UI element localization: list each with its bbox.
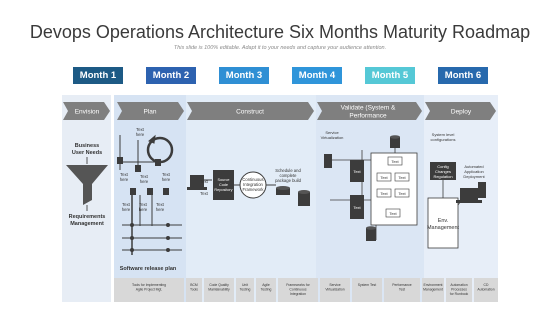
tool-label: Maintainability bbox=[208, 287, 230, 292]
node-dot bbox=[130, 223, 134, 227]
tool-label: CD bbox=[483, 283, 489, 287]
auto-deploy-label-3: Deployment bbox=[463, 174, 485, 179]
stage-label-deploy: Deploy bbox=[450, 108, 472, 116]
tool-label: Continuous bbox=[289, 287, 307, 292]
database-icon bbox=[366, 228, 376, 241]
database-icon bbox=[298, 192, 310, 206]
tool-label: Tools for Implementing bbox=[131, 283, 167, 287]
tool-label: Testing bbox=[239, 287, 251, 292]
config-label-3: Regulation bbox=[433, 174, 453, 179]
service-virt-label-2: Virtualization bbox=[320, 135, 344, 140]
tool-box bbox=[352, 278, 382, 302]
month-5-badge: Month 5 bbox=[365, 67, 415, 84]
system-level-label-2: configurations bbox=[430, 137, 456, 142]
plan-text-1b: here bbox=[135, 132, 145, 137]
schedule-label-2: complete bbox=[279, 173, 297, 178]
month-2-badge: Month 2 bbox=[146, 67, 196, 84]
tool-label: Management bbox=[423, 287, 443, 292]
month-1-badge: Month 1 bbox=[73, 67, 123, 84]
tools-row bbox=[114, 278, 498, 302]
tool-label: Frameworks for bbox=[286, 283, 310, 287]
server-icon bbox=[478, 182, 486, 198]
tool-label: Integration bbox=[289, 292, 307, 296]
tool-label: Environment bbox=[423, 283, 443, 287]
source-code-label-3: Repository bbox=[214, 188, 233, 192]
construct-text-1: Text bbox=[200, 179, 208, 184]
tool-label: Unit bbox=[241, 283, 249, 287]
validate-block-text-1: Text bbox=[353, 169, 361, 174]
plan-text-2b: here bbox=[119, 177, 129, 182]
requirements-label-1: Requirements bbox=[68, 214, 106, 220]
tool-label: Performance bbox=[392, 283, 412, 287]
env-label-2: Management bbox=[426, 225, 460, 231]
tool-label: Service bbox=[329, 283, 341, 287]
plan-text-7: Text bbox=[156, 202, 164, 207]
document-icon bbox=[117, 157, 123, 164]
business-label-2: User Needs bbox=[71, 150, 103, 156]
tool-label: Tools bbox=[190, 287, 198, 292]
system-level-label-1: System level bbox=[431, 132, 455, 137]
tool-label: for Runbook bbox=[449, 292, 469, 296]
config-label-1: Config bbox=[437, 164, 449, 169]
month-4-badge: Month 4 bbox=[292, 67, 342, 84]
document-icon bbox=[147, 188, 153, 195]
node-dot bbox=[166, 236, 170, 240]
stage-label-validate-2: Performance bbox=[349, 112, 387, 120]
monitor-icon bbox=[460, 188, 478, 200]
source-code-label-1: Source bbox=[217, 178, 230, 182]
tool-label: Virtualization bbox=[325, 287, 345, 292]
stage-label-envision: Envision bbox=[74, 108, 100, 116]
month-6-badge: Month 6 bbox=[438, 67, 488, 84]
stage-label-validate-1: Validate (System & bbox=[340, 104, 396, 112]
ci-label-3: Framework bbox=[242, 187, 264, 192]
server-icon bbox=[324, 154, 332, 168]
business-label-1: Business bbox=[74, 143, 100, 149]
auto-deploy-label-1: Automated bbox=[464, 164, 484, 169]
validate-cell-text-3: Text bbox=[380, 191, 388, 196]
document-icon bbox=[130, 188, 136, 195]
plan-text-5: Text bbox=[122, 202, 130, 207]
document-icon bbox=[155, 159, 161, 166]
node-dot bbox=[130, 248, 134, 252]
document-icon bbox=[163, 188, 169, 195]
plan-text-1: Text bbox=[136, 127, 144, 132]
config-label-2: Changes bbox=[434, 169, 452, 174]
tool-label: Agile bbox=[262, 283, 270, 287]
tool-label: System Test bbox=[357, 283, 377, 287]
validate-cell-text-5: Text bbox=[389, 211, 397, 216]
plan-text-4b: here bbox=[161, 177, 171, 182]
tool-label: Testing bbox=[260, 287, 272, 292]
software-release-plan-label: Software release plan bbox=[119, 266, 177, 272]
page-title: Devops Operations Architecture Six Months Maturity Roadmap bbox=[29, 22, 531, 42]
auto-deploy-label-2: Application bbox=[464, 169, 484, 174]
plan-text-4: Text bbox=[162, 172, 170, 177]
document-icon bbox=[135, 165, 141, 172]
validate-cell-text-6: Text bbox=[391, 159, 399, 164]
tool-label: Automation bbox=[477, 287, 495, 292]
page-subtitle: This slide is 100% editable. Adapt it to your needs and capture your audience attention. bbox=[173, 45, 387, 51]
ci-label-1: Continuous bbox=[242, 177, 264, 182]
source-code-label-2: Code bbox=[218, 183, 229, 187]
node-dot bbox=[130, 236, 134, 240]
validate-cell-text-2: Text bbox=[398, 175, 406, 180]
env-label-1: Env. bbox=[437, 218, 449, 224]
stage-arrows bbox=[63, 102, 496, 120]
requirements-label-2: Management bbox=[70, 221, 104, 227]
tool-label: BCM bbox=[190, 283, 198, 287]
stage-label-construct: Construct bbox=[236, 108, 264, 116]
plan-text-5b: here bbox=[121, 207, 131, 212]
plan-text-2: Text bbox=[120, 172, 128, 177]
schedule-label-3: package build bbox=[275, 178, 301, 183]
node-dot bbox=[166, 223, 170, 227]
tool-label: Test bbox=[398, 287, 406, 292]
tool-label: Automation bbox=[450, 283, 468, 287]
validate-block-text-2: Text bbox=[353, 205, 361, 210]
plan-text-3b: here bbox=[139, 179, 149, 184]
plan-text-6b: here bbox=[138, 207, 148, 212]
ci-label-2: Integration bbox=[243, 182, 263, 187]
node-dot bbox=[166, 248, 170, 252]
tool-label: Agile Project Mgt. bbox=[135, 287, 163, 292]
plan-text-6: Text bbox=[139, 202, 147, 207]
construct-text-2: Text bbox=[200, 191, 208, 196]
service-virt-label-1: Service bbox=[325, 130, 339, 135]
tool-label: Processes bbox=[451, 287, 467, 292]
schedule-label-1: Schedule and bbox=[275, 168, 301, 173]
tool-label: Code Quality bbox=[209, 283, 229, 287]
validate-cell-text-1: Text bbox=[380, 175, 388, 180]
plan-text-7b: here bbox=[155, 207, 165, 212]
month-3-badge: Month 3 bbox=[219, 67, 269, 84]
stage-label-plan: Plan bbox=[143, 108, 157, 116]
plan-text-3: Text bbox=[140, 174, 148, 179]
validate-cell-text-4: Text bbox=[398, 191, 406, 196]
funnel-icon bbox=[66, 157, 108, 211]
